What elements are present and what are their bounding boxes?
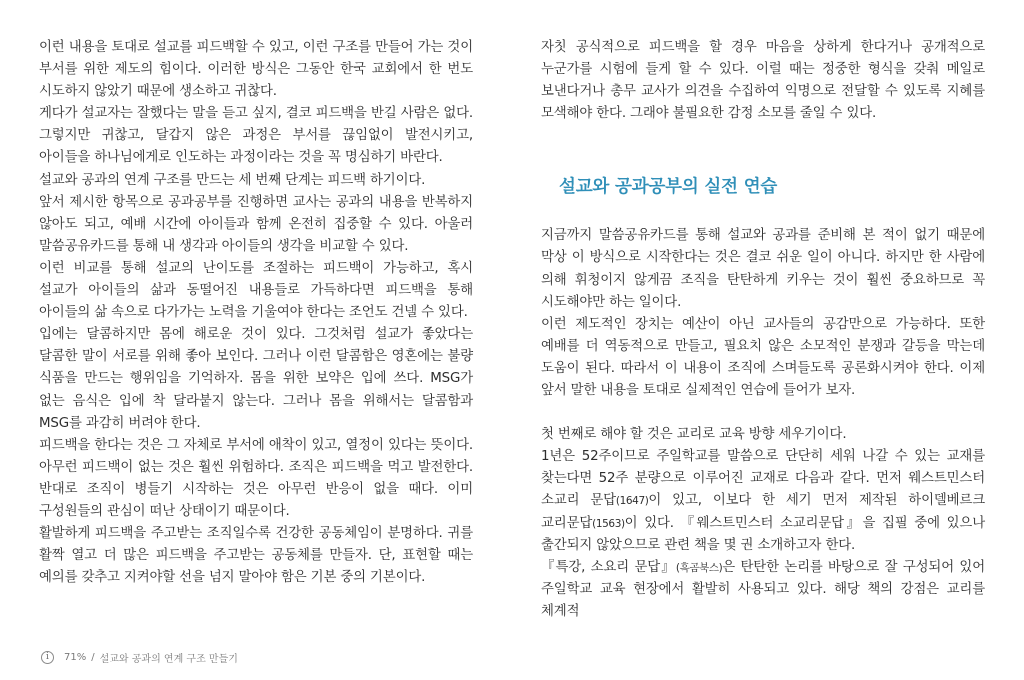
- reader-footer: [41, 648, 238, 666]
- book-title: 『특강, 소요리 문답』: [541, 559, 676, 575]
- paragraph: 이런 내용을 토대로 설교를 피드백할 수 있고, 이런 구조를 만들어 가는 것이 부서를 위한 제도의 힘이다. 이러한 방식은 그동안 한국 교회에서 한 번도 시도하지 않았기 때문에 생소하고 귀찮다.: [39, 40, 473, 100]
- year-note: (1647): [615, 495, 649, 508]
- info-icon[interactable]: i: [41, 651, 54, 664]
- publisher-note: (흑곰북스): [675, 561, 723, 574]
- reading-progress: 71%: [64, 651, 87, 663]
- paragraph: 이런 제도적인 장치는 예산이 아닌 교사들의 공감만으로 가능하다. 또한 예배를 더 역동적으로 만들고, 필요치 않은 소모적인 분쟁과 갈등을 막는데 도움이 된다. 따라서 이 내용이 조직에 스며들도록 공론화시켜야 한다. 이제 앞서 말한 내용을 토대로 실제적인 연습에 들어가 보자.: [541, 316, 985, 399]
- paragraph: [541, 557, 985, 623]
- text-segment: 이 있다. 『웨스트민스터 소교리문답』을 집필 중에 있으나 출간되지 않았으므로 관련 책을 몇 권 소개하고자 한다.: [541, 515, 985, 553]
- paragraph: 이런 비교를 통해 설교의 난이도를 조절하는 피드백이 가능하고, 혹시 설교가 아이들의 삶과 동떨어진 내용들로 가득하다면 피드백을 통해 아이들의 삶 속으로 다가가는 노력을 기울여야 한다는 조언도 건넬 수 있다.: [39, 260, 473, 321]
- paragraph: 지금까지 말씀공유카드를 통해 설교와 공과를 준비해 본 적이 없기 때문에 막상 이 방식으로 시작한다는 것은 결코 쉬운 일이 아니다. 하지만 한 사람에 의해 휘청이지 않게끔 조직을 탄탄하게 키우는 것이 훨씬 중요하므로 꼭 시도해야만 하는 일이다.: [541, 228, 985, 310]
- text-segment: 이 있고, 이보다 한 세기 먼저 제작된 하이델베르크 교리문답: [541, 493, 985, 531]
- left-page: [39, 37, 473, 589]
- paragraph: 게다가 설교자는 잘했다는 말을 듣고 싶지, 결코 피드백을 반길 사람은 없다. 그렇지만 귀찮고, 달갑지 않은 과정은 부서를 끊임없이 발전시키고, 아이들을 하나님에게로 인도하는 과정이라는 것을 꼭 명심하기 바란다.: [39, 106, 473, 166]
- right-page: [541, 37, 985, 623]
- year-note: (1563): [592, 517, 625, 530]
- paragraph: 활발하게 피드백을 주고받는 조직일수록 건강한 공동체임이 분명하다. 귀를 활짝 열고 더 많은 피드백을 주고받는 공동체를 만들자. 단, 표현할 때는 예의를 갖추고 지켜야할 선을 넘지 말아야 함은 기본 중의 기본이다.: [39, 526, 473, 586]
- chapter-title: 설교와 공과의 연계 구조 만들기: [99, 653, 238, 665]
- paragraph: 첫 번째로 해야 할 것은 교리로 교육 방향 세우기이다.: [541, 427, 847, 443]
- footer-separator: /: [91, 651, 95, 663]
- paragraph: 피드백을 한다는 것은 그 자체로 부서에 애착이 있고, 열정이 있다는 뜻이다. 아무런 피드백이 없는 것은 훨씬 위험하다. 조직은 피드백을 먹고 발전한다. 반대로 조직이 병들기 시작하는 것은 아무런 반응이 없을 때다. 이미 구성원들의 관심이 떠난 상태이기 때문이다.: [39, 437, 473, 519]
- section-heading-text: 설교와 공과공부의 실전 연습: [559, 177, 778, 198]
- section-heading: [541, 175, 985, 199]
- paragraph: 앞서 제시한 항목으로 공과공부를 진행하면 교사는 공과의 내용을 반복하지 않아도 되고, 예배 시간에 아이들과 함께 온전히 집중할 수 있다. 아울러 말씀공유카드를 통해 내 생각과 아이들의 생각을 비교할 수 있다.: [39, 194, 473, 254]
- paragraph-gap: [541, 402, 985, 424]
- paragraph: [541, 446, 985, 556]
- text-segment: 은 탄탄한 논리를 바탕으로 잘 구성되어 있어 주일학교 교육 현장에서 활발히 사용되고 있다. 해당 책의 강점은 교리를 체계적: [541, 559, 985, 619]
- paragraph: 입에는 달콤하지만 몸에 해로운 것이 있다. 그것처럼 설교가 좋았다는 달콤한 말이 서로를 위해 좋아 보인다. 그러나 이런 달콤함은 영혼에는 불량 식품을 만드는 행위임을 기억하자. 몸을 위한 보약은 입에 쓰다. MSG가 없는 음식은 입에 착 달라붙지 않는다. 그러나 몸을 위해서는 달콤함과 MSG를 과감히 버려야 한다.: [39, 327, 473, 431]
- text-segment: 1년은 52주이므로 주일학교를 말씀으로 단단히 세워 나갈 수 있는 교재를 찾는다면 52주 분량으로 이루어진 교재로 다음과 같다. 먼저 웨스트민스터 소교리 문답: [541, 449, 985, 509]
- paragraph: 자칫 공식적으로 피드백을 할 경우 마음을 상하게 한다거나 공개적으로 누군가를 시험에 들게 할 수 있다. 이럴 때는 정중한 형식을 갖춰 메일로 보낸다거나 총무 교사가 의견을 수집하여 익명으로 전달할 수 있도록 지혜를 모색해야 한다. 그래야 불필요한 감정 소모를 줄일 수 있다.: [541, 40, 985, 122]
- paragraph: 설교와 공과의 연계 구조를 만드는 세 번째 단계는 피드백 하기이다.: [39, 172, 426, 188]
